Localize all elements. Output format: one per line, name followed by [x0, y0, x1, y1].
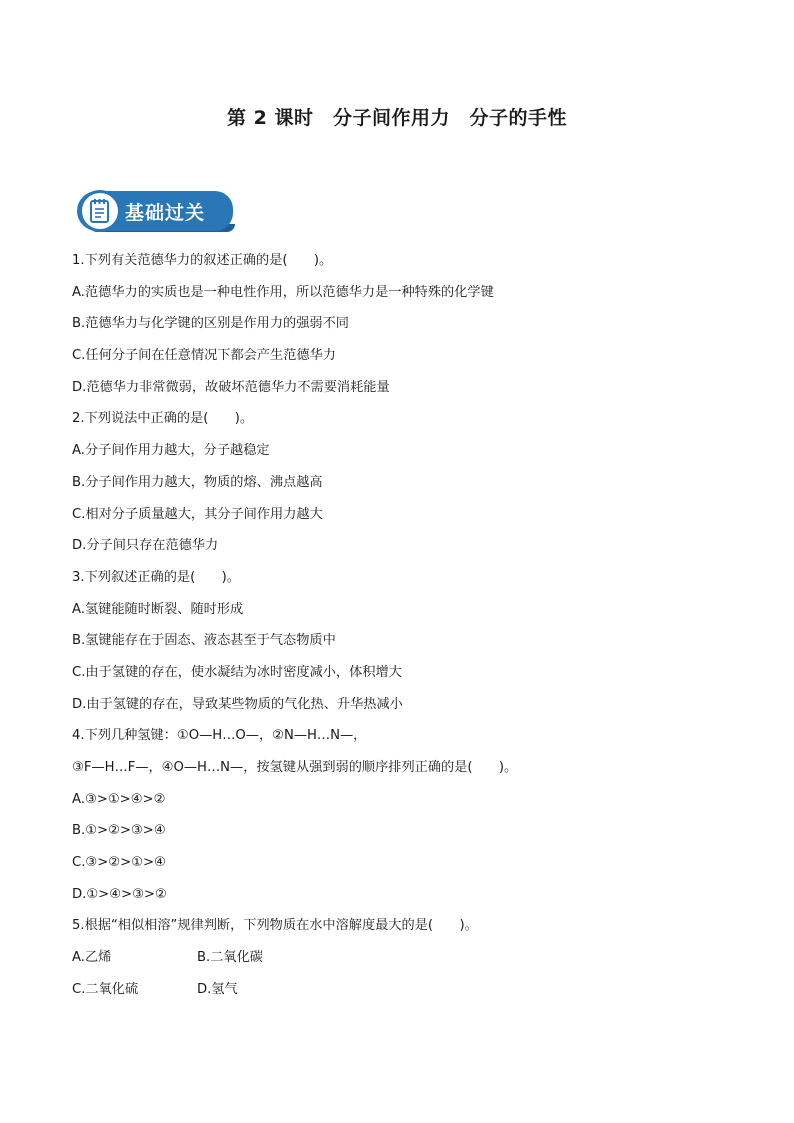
page-title: 第 2 课时 分子间作用力 分子的手性 — [227, 107, 567, 129]
question-stem: 5.根据“相似相溶”规律判断，下列物质在水中溶解度最大的是( )。 — [72, 918, 478, 934]
option: D.氢气 — [197, 981, 238, 997]
option: A.分子间作用力越大，分子越稳定 — [72, 443, 270, 459]
notebook-icon — [79, 190, 121, 232]
question-stem-continued: ③F—H…F—，④O—H…N—，按氢键从强到弱的顺序排列正确的是( )。 — [72, 760, 518, 775]
question-stem: 3.下列叙述正确的是( )。 — [72, 569, 240, 585]
option: A.氢键能随时断裂、随时形成 — [72, 601, 244, 617]
option: B.范德华力与化学键的区别是作用力的强弱不同 — [72, 316, 349, 332]
option: A.③>①>④>② — [72, 791, 166, 807]
option: D.分子间只存在范德华力 — [72, 538, 219, 554]
option: D.由于氢键的存在，导致某些物质的气化热、升华热减小 — [72, 696, 403, 712]
option: D.范德华力非常微弱，故破坏范德华力不需要消耗能量 — [72, 379, 390, 395]
option: C.由于氢键的存在，使水凝结为冰时密度减小，体积增大 — [72, 664, 402, 680]
option: A.范德华力的实质也是一种电性作用，所以范德华力是一种特殊的化学键 — [72, 284, 494, 300]
section-banner — [77, 190, 235, 234]
option-row — [72, 945, 732, 977]
question-list — [72, 248, 732, 1009]
option-row — [72, 977, 732, 1009]
option: D.①>④>③>② — [72, 886, 167, 902]
option: C.相对分子质量越大，其分子间作用力越大 — [72, 506, 323, 522]
question-stem: 1.下列有关范德华力的叙述正确的是( )。 — [72, 253, 333, 268]
option: B.二氧化碳 — [197, 950, 263, 966]
option: C.任何分子间在任意情况下都会产生范德华力 — [72, 348, 336, 364]
question-stem: 2.下列说法中正确的是( )。 — [72, 411, 254, 427]
question-stem: 4.下列几种氢键：①O—H…O—，②N—H…N—， — [72, 728, 367, 744]
option: B.分子间作用力越大，物质的熔、沸点越高 — [72, 474, 323, 490]
option: C.③>②>①>④ — [72, 855, 166, 871]
option: A.乙烯 — [72, 950, 112, 966]
section-label: 基础过关 — [125, 202, 206, 224]
option: C.二氧化硫 — [72, 981, 139, 997]
option: B.氢键能存在于固态、液态甚至于气态物质中 — [72, 633, 336, 649]
option: B.①>②>③>④ — [72, 823, 166, 839]
